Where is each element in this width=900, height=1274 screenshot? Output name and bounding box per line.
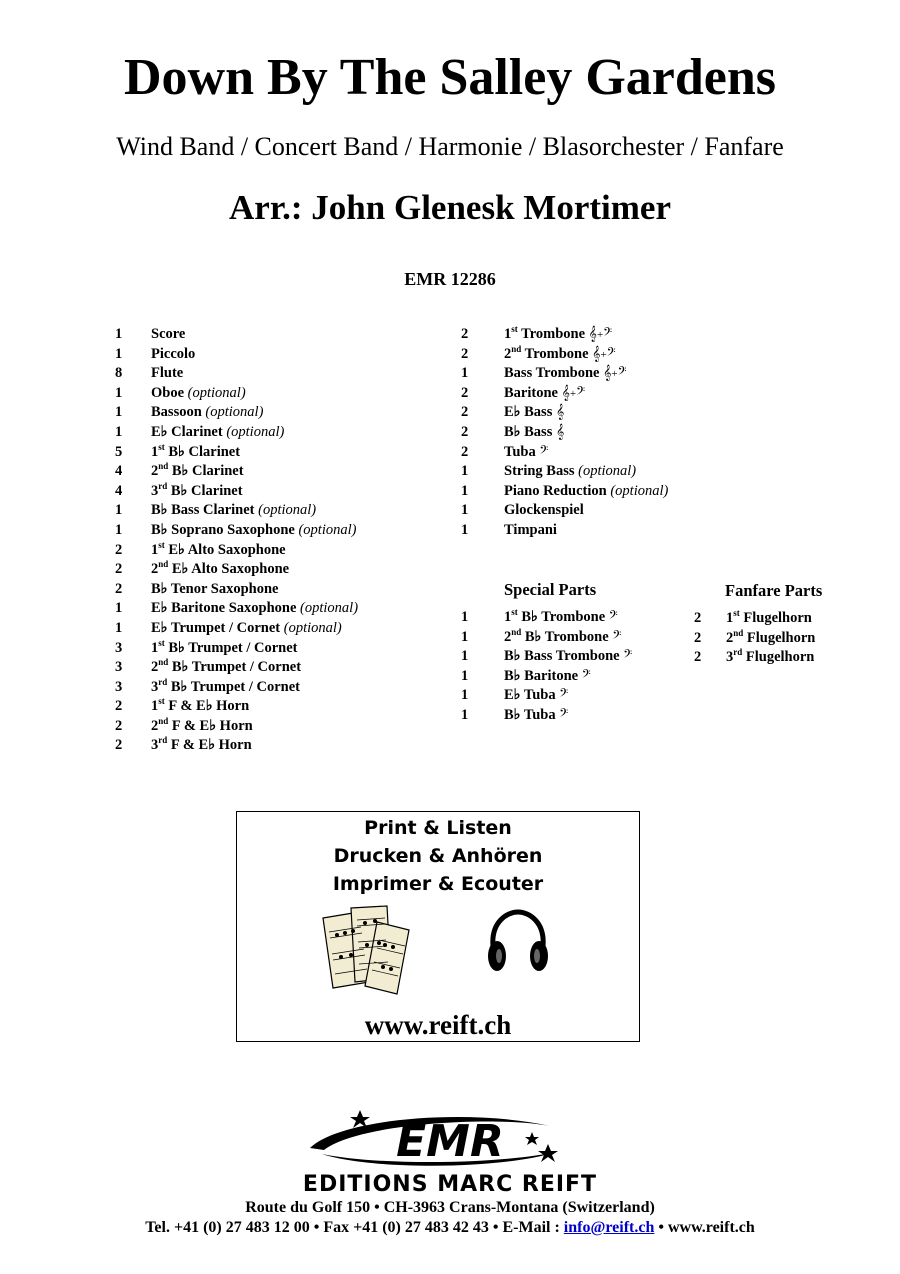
part-ordinal-suffix: st bbox=[158, 696, 165, 707]
part-instrument: B♭ Clarinet bbox=[167, 482, 243, 499]
part-name bbox=[504, 384, 585, 405]
sheet-music-icon bbox=[321, 904, 417, 996]
part-quantity: 2 bbox=[461, 423, 469, 440]
part-name bbox=[504, 325, 612, 346]
part-name bbox=[504, 608, 618, 628]
contact-website: • www.reift.ch bbox=[654, 1219, 755, 1236]
clef-icon: 𝄢 bbox=[559, 706, 569, 723]
optional-note: (optional) bbox=[300, 600, 359, 617]
part-ordinal: 2 bbox=[726, 629, 734, 646]
fanfare-parts-list bbox=[694, 609, 874, 668]
part-quantity: 4 bbox=[115, 463, 123, 480]
part-instrument: B♭ Tenor Saxophone bbox=[151, 580, 279, 597]
part-instrument: Flute bbox=[151, 365, 184, 382]
emr-logo-text: EMR bbox=[396, 1116, 504, 1167]
part-name bbox=[504, 462, 636, 482]
part-name bbox=[504, 706, 568, 726]
part-quantity: 1 bbox=[115, 619, 123, 636]
part-ordinal: 1 bbox=[504, 609, 512, 625]
optional-note: (optional) bbox=[205, 404, 264, 421]
part-name bbox=[504, 423, 564, 443]
optional-note: (optional) bbox=[610, 482, 669, 499]
part-instrument: B♭ Tuba bbox=[504, 706, 556, 723]
part-quantity: 1 bbox=[115, 502, 123, 519]
part-row bbox=[115, 658, 445, 678]
part-ordinal-suffix: nd bbox=[511, 343, 522, 354]
part-instrument: B♭ Trombone bbox=[521, 628, 609, 645]
part-ordinal-suffix: rd bbox=[733, 647, 743, 658]
part-quantity: 2 bbox=[115, 541, 123, 558]
part-quantity: 1 bbox=[461, 365, 469, 382]
clef-icon: 𝄢 bbox=[581, 667, 591, 684]
part-ordinal-suffix: rd bbox=[158, 480, 168, 491]
headphones-icon bbox=[485, 908, 551, 976]
part-ordinal: 1 bbox=[726, 610, 734, 626]
part-row bbox=[461, 501, 721, 521]
part-quantity: 8 bbox=[115, 365, 123, 382]
part-quantity: 1 bbox=[461, 628, 469, 645]
part-name bbox=[151, 639, 298, 659]
clef-icon: 𝄞+𝄢 bbox=[592, 345, 616, 362]
part-quantity: 2 bbox=[461, 404, 469, 421]
part-name bbox=[151, 345, 195, 365]
part-ordinal-suffix: st bbox=[158, 637, 165, 648]
part-quantity: 1 bbox=[461, 482, 469, 499]
part-instrument: Trombone bbox=[517, 326, 586, 342]
part-quantity: 2 bbox=[694, 629, 702, 646]
part-name bbox=[151, 384, 246, 404]
part-name bbox=[726, 629, 815, 649]
part-row bbox=[115, 560, 445, 580]
part-row bbox=[115, 599, 445, 619]
part-row bbox=[115, 364, 445, 384]
part-quantity: 1 bbox=[115, 404, 123, 421]
part-ordinal: 3 bbox=[726, 649, 734, 666]
part-instrument: B♭ Trumpet / Cornet bbox=[167, 678, 301, 695]
part-instrument: F & E♭ Horn bbox=[164, 698, 250, 715]
part-quantity: 2 bbox=[115, 561, 123, 578]
part-quantity: 1 bbox=[461, 609, 469, 625]
clef-icon: 𝄞+𝄢 bbox=[561, 384, 586, 401]
part-name bbox=[151, 560, 289, 580]
part-instrument: B♭ Trumpet / Cornet bbox=[168, 659, 302, 676]
part-name bbox=[151, 482, 243, 502]
part-instrument: Tuba bbox=[504, 443, 536, 460]
optional-note: (optional) bbox=[578, 463, 637, 480]
part-instrument: Flugelhorn bbox=[743, 629, 816, 646]
part-quantity: 2 bbox=[115, 580, 123, 597]
part-row bbox=[461, 423, 721, 443]
contact-phone-fax: Tel. +41 (0) 27 483 12 00 • Fax +41 (0) 27 483 42 43 • E-Mail : bbox=[145, 1219, 564, 1236]
optional-note: (optional) bbox=[258, 502, 317, 519]
part-instrument: B♭ Clarinet bbox=[168, 463, 244, 480]
part-instrument: B♭ Bass Trombone bbox=[504, 648, 620, 665]
part-quantity: 1 bbox=[461, 502, 469, 519]
print-listen-line-en: Print & Listen bbox=[364, 817, 512, 839]
part-instrument: B♭ Baritone bbox=[504, 667, 579, 684]
part-row bbox=[115, 541, 445, 561]
part-instrument: B♭ Trombone bbox=[517, 609, 606, 625]
ensemble-subtitle: Wind Band / Concert Band / Harmonie / Blasorchester / Fanfare bbox=[116, 132, 784, 161]
part-quantity: 2 bbox=[461, 384, 469, 401]
part-name bbox=[504, 443, 548, 463]
part-name bbox=[504, 403, 564, 423]
part-name bbox=[151, 423, 284, 443]
part-instrument: Baritone bbox=[504, 384, 558, 401]
print-listen-box bbox=[236, 811, 640, 1042]
part-row bbox=[461, 482, 721, 502]
part-name bbox=[504, 345, 616, 366]
part-ordinal: 2 bbox=[151, 463, 159, 480]
part-row bbox=[115, 501, 445, 521]
part-row bbox=[115, 345, 445, 365]
part-quantity: 2 bbox=[461, 345, 469, 362]
part-row bbox=[115, 639, 445, 659]
part-instrument: E♭ Tuba bbox=[504, 687, 556, 704]
part-instrument: E♭ Alto Saxophone bbox=[168, 561, 290, 578]
part-row bbox=[115, 697, 445, 717]
part-instrument: E♭ Trumpet / Cornet bbox=[151, 619, 281, 636]
clef-icon: 𝄢 bbox=[608, 609, 618, 625]
publisher-name: EDITIONS MARC REIFT bbox=[302, 1172, 598, 1197]
part-quantity: 3 bbox=[115, 659, 123, 676]
part-row bbox=[461, 608, 681, 628]
instrumentation-list-left bbox=[115, 325, 445, 756]
fanfare-parts-heading: Fanfare Parts bbox=[725, 581, 823, 600]
part-instrument: B♭ Bass Clarinet bbox=[151, 502, 255, 519]
optional-note: (optional) bbox=[283, 619, 342, 636]
part-row bbox=[461, 462, 721, 482]
part-ordinal-suffix: st bbox=[733, 608, 740, 618]
part-instrument: Glockenspiel bbox=[504, 502, 584, 519]
part-quantity: 1 bbox=[461, 687, 469, 704]
part-name bbox=[151, 501, 316, 521]
part-ordinal: 2 bbox=[151, 561, 159, 578]
part-row bbox=[461, 647, 681, 667]
email-link[interactable]: info@reift.ch bbox=[563, 1219, 655, 1236]
part-name bbox=[151, 325, 185, 345]
page-title: Down By The Salley Gardens bbox=[123, 49, 777, 106]
part-name bbox=[151, 658, 301, 678]
part-quantity: 1 bbox=[461, 521, 469, 538]
part-instrument: B♭ Soprano Saxophone bbox=[151, 521, 295, 538]
part-row bbox=[461, 628, 681, 648]
part-ordinal: 2 bbox=[151, 717, 159, 734]
part-ordinal-suffix: nd bbox=[158, 657, 169, 668]
part-name bbox=[504, 364, 627, 385]
part-quantity: 3 bbox=[115, 678, 123, 695]
part-quantity: 1 bbox=[115, 521, 123, 538]
part-ordinal-suffix: nd bbox=[511, 626, 522, 637]
part-instrument: B♭ Clarinet bbox=[164, 443, 241, 460]
part-ordinal-suffix: st bbox=[511, 324, 518, 334]
part-instrument: E♭ Alto Saxophone bbox=[164, 541, 286, 558]
part-ordinal: 1 bbox=[151, 698, 159, 715]
part-name bbox=[151, 619, 342, 639]
arranger-credit: Arr.: John Glenesk Mortimer bbox=[229, 188, 671, 227]
part-ordinal-suffix: rd bbox=[158, 676, 168, 687]
part-instrument: F & E♭ Horn bbox=[167, 737, 252, 754]
part-row bbox=[461, 667, 681, 687]
part-name bbox=[151, 599, 358, 619]
part-instrument: B♭ Trumpet / Cornet bbox=[164, 639, 298, 656]
clef-icon: 𝄢 bbox=[612, 628, 622, 645]
part-instrument: Bassoon bbox=[151, 404, 202, 421]
part-name bbox=[726, 609, 812, 629]
part-row bbox=[115, 521, 445, 541]
part-quantity: 2 bbox=[694, 649, 702, 666]
part-row bbox=[115, 384, 445, 404]
part-name bbox=[151, 521, 356, 541]
part-name bbox=[151, 697, 249, 717]
clef-icon: 𝄞+𝄢 bbox=[603, 365, 627, 382]
part-ordinal-suffix: nd bbox=[158, 559, 169, 570]
part-instrument: Piano Reduction bbox=[504, 482, 607, 499]
part-quantity: 1 bbox=[115, 600, 123, 617]
part-quantity: 2 bbox=[115, 698, 123, 715]
part-name bbox=[504, 667, 591, 687]
part-instrument: B♭ Bass bbox=[504, 423, 553, 440]
part-name bbox=[151, 403, 263, 423]
part-quantity: 1 bbox=[461, 667, 469, 684]
optional-note: (optional) bbox=[298, 521, 357, 538]
special-parts-list bbox=[461, 608, 681, 726]
clef-icon: 𝄞 bbox=[555, 404, 565, 421]
part-name bbox=[504, 501, 584, 521]
part-ordinal-suffix: nd bbox=[733, 627, 744, 638]
part-instrument: Flugelhorn bbox=[739, 610, 812, 626]
part-instrument: Timpani bbox=[504, 521, 557, 538]
part-ordinal: 2 bbox=[504, 345, 512, 362]
part-row bbox=[115, 462, 445, 482]
part-quantity: 5 bbox=[115, 443, 123, 460]
part-instrument: String Bass bbox=[504, 463, 575, 480]
part-row bbox=[461, 686, 681, 706]
part-row bbox=[694, 629, 874, 649]
part-row bbox=[115, 580, 445, 600]
clef-icon: 𝄞 bbox=[555, 423, 565, 440]
part-row bbox=[115, 423, 445, 443]
part-instrument: Flugelhorn bbox=[742, 649, 815, 666]
optional-note: (optional) bbox=[226, 423, 285, 440]
part-ordinal: 1 bbox=[151, 443, 159, 460]
part-quantity: 4 bbox=[115, 482, 123, 499]
part-quantity: 2 bbox=[461, 443, 469, 460]
part-ordinal: 3 bbox=[151, 678, 159, 695]
part-name bbox=[504, 628, 621, 648]
part-instrument: E♭ Bass bbox=[504, 404, 553, 421]
emr-logo bbox=[300, 1108, 600, 1174]
part-ordinal-suffix: rd bbox=[158, 735, 168, 746]
part-quantity: 2 bbox=[115, 717, 123, 734]
part-ordinal: 2 bbox=[504, 628, 512, 645]
part-name bbox=[151, 541, 286, 561]
clef-icon: 𝄢 bbox=[559, 687, 569, 704]
part-instrument: Bass Trombone bbox=[504, 365, 600, 382]
print-box-url[interactable]: www.reift.ch bbox=[364, 1010, 512, 1040]
part-name bbox=[151, 717, 253, 737]
part-ordinal-suffix: st bbox=[158, 539, 165, 550]
part-name bbox=[151, 580, 278, 600]
part-quantity: 1 bbox=[115, 384, 123, 401]
part-name bbox=[504, 482, 668, 502]
part-instrument: Piccolo bbox=[151, 345, 196, 362]
part-instrument: F & E♭ Horn bbox=[168, 717, 253, 734]
catalog-number: EMR 12286 bbox=[404, 269, 496, 289]
part-quantity: 1 bbox=[461, 463, 469, 480]
part-quantity: 1 bbox=[115, 345, 123, 362]
clef-icon: 𝄢 bbox=[539, 443, 549, 460]
part-instrument: E♭ Clarinet bbox=[151, 423, 223, 440]
part-instrument: E♭ Baritone Saxophone bbox=[151, 600, 297, 617]
clef-icon: 𝄢 bbox=[623, 648, 633, 665]
part-name bbox=[726, 648, 814, 668]
part-quantity: 2 bbox=[694, 610, 702, 626]
part-row bbox=[461, 364, 721, 384]
part-name bbox=[151, 736, 252, 756]
part-row bbox=[115, 325, 445, 345]
part-ordinal: 1 bbox=[151, 639, 159, 656]
part-name bbox=[504, 647, 632, 667]
part-name bbox=[504, 521, 557, 541]
part-quantity: 1 bbox=[115, 326, 123, 342]
part-quantity: 1 bbox=[115, 423, 123, 440]
clef-icon: 𝄞+𝄢 bbox=[588, 326, 613, 342]
part-ordinal-suffix: nd bbox=[158, 461, 169, 472]
part-name bbox=[151, 443, 240, 463]
part-quantity: 1 bbox=[461, 706, 469, 723]
part-row bbox=[115, 443, 445, 463]
part-ordinal: 3 bbox=[151, 737, 159, 754]
part-row bbox=[461, 706, 681, 726]
part-ordinal-suffix: st bbox=[158, 441, 165, 452]
part-row bbox=[461, 325, 721, 345]
publisher-address: Route du Golf 150 • CH-3963 Crans-Montana (Switzerland) bbox=[245, 1199, 655, 1216]
optional-note: (optional) bbox=[187, 384, 246, 401]
special-parts-heading: Special Parts bbox=[504, 580, 597, 599]
part-row bbox=[115, 717, 445, 737]
part-row bbox=[461, 403, 721, 423]
part-row bbox=[115, 678, 445, 698]
part-row bbox=[461, 521, 721, 541]
part-row bbox=[461, 384, 721, 404]
part-ordinal-suffix: nd bbox=[158, 715, 169, 726]
print-listen-line-de: Drucken & Anhören bbox=[333, 845, 543, 867]
part-ordinal-suffix: st bbox=[511, 607, 518, 617]
part-quantity: 2 bbox=[115, 737, 123, 754]
part-row bbox=[694, 609, 874, 629]
part-instrument: Trombone bbox=[521, 345, 589, 362]
part-name bbox=[151, 678, 300, 698]
part-name bbox=[151, 364, 183, 384]
part-row bbox=[461, 443, 721, 463]
part-row bbox=[115, 482, 445, 502]
part-name bbox=[151, 462, 244, 482]
part-ordinal: 1 bbox=[151, 541, 159, 558]
part-ordinal: 2 bbox=[151, 659, 159, 676]
part-instrument: Oboe bbox=[151, 384, 185, 401]
part-quantity: 3 bbox=[115, 639, 123, 656]
part-row bbox=[694, 648, 874, 668]
part-quantity: 2 bbox=[461, 326, 469, 342]
part-instrument: Score bbox=[151, 326, 186, 342]
part-row bbox=[461, 345, 721, 365]
instrumentation-list-middle bbox=[461, 325, 721, 541]
publisher-contact bbox=[0, 1219, 900, 1237]
part-ordinal: 1 bbox=[504, 326, 512, 342]
part-quantity: 1 bbox=[461, 648, 469, 665]
part-ordinal: 3 bbox=[151, 482, 159, 499]
part-name bbox=[504, 686, 568, 706]
part-row bbox=[115, 403, 445, 423]
part-row bbox=[115, 619, 445, 639]
part-row bbox=[115, 736, 445, 756]
print-listen-line-fr: Imprimer & Ecouter bbox=[332, 873, 544, 895]
